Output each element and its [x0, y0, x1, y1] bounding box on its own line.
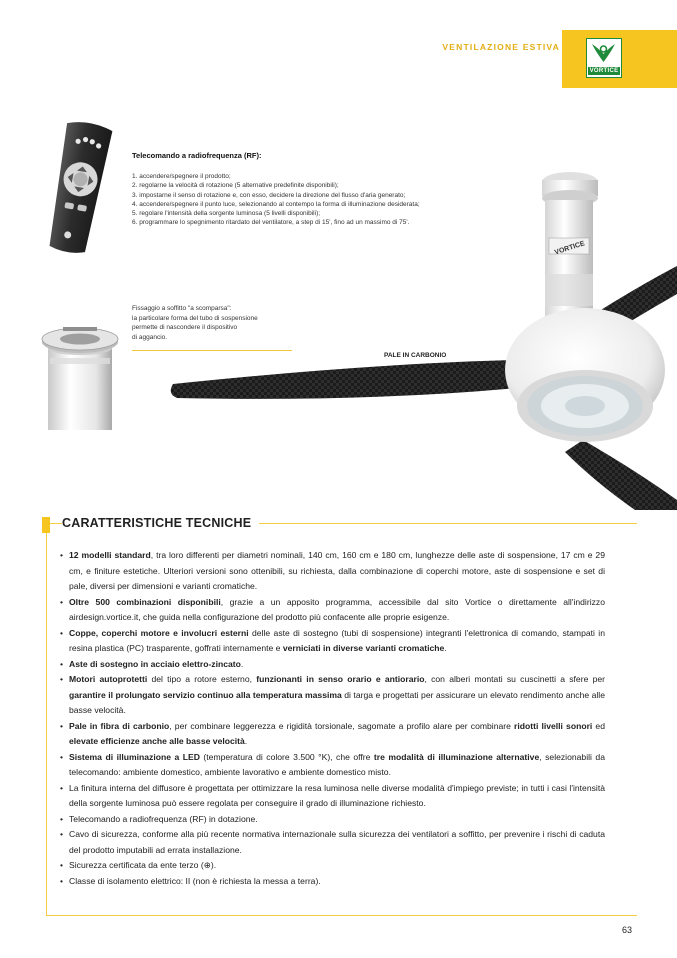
vortice-logo-icon — [587, 40, 620, 68]
feature-highlight: Sistema di illuminazione a LED — [69, 751, 200, 762]
feature-highlight: funzionanti in senso orario e antiorario — [256, 674, 425, 684]
tech-feature-item — [60, 874, 605, 890]
vortice-logo — [586, 38, 622, 78]
feature-text: ed — [592, 720, 605, 731]
tech-feature-item — [60, 827, 605, 858]
tech-feature-item — [60, 657, 605, 673]
feature-text: (temperatura di colore 3.500 °K), che offre — [199, 751, 374, 762]
remote-function-item: 5. regolare l'intensità della sorgente luminosa (5 livelli disponibili); — [132, 210, 321, 218]
feature-highlight: Aste di sostegno in acciaio elettro-zincato — [69, 658, 241, 669]
feature-text: . — [244, 736, 248, 746]
feature-highlight: Pale in fibra di carbonio — [69, 720, 170, 731]
tech-feature-item — [60, 548, 605, 595]
remote-title: Telecomando a radiofrequenza (RF): — [132, 151, 262, 160]
page-number: 63 — [622, 925, 633, 935]
feature-text: Classe di isolamento elettrico: II (non è richiesta la messa a terra). — [69, 875, 321, 886]
fixing-line: di aggancio. — [132, 333, 168, 341]
tech-feature-item — [60, 672, 605, 719]
tech-feature-item — [60, 812, 605, 828]
feature-highlight: elevate efficienze anche alle basse velocità — [69, 736, 245, 746]
feature-text: La finitura interna del diffusore è progettata per ottimizzare la resa luminosa nelle diverse modalità d'impiego previste; in tutti i casi l'intensità della sorgente luminosa può essere regolata per conseguire il grado di illuminazione richiesto. — [69, 782, 605, 808]
feature-highlight: tre modalità di illuminazione alternative — [373, 751, 540, 762]
remote-function-item: 6. programmare lo spegnimento ritardato del ventilatore, a step di 15', fino ad un massimo di 75'. — [132, 219, 410, 227]
tech-section-marker — [42, 517, 50, 533]
feature-text: , per combinare leggerezza e rigidità torsionale, sagomate a profilo alare per combinare — [169, 720, 514, 731]
ceiling-fixing-image — [38, 318, 124, 430]
feature-highlight: Oltre 500 combinazioni disponibili — [69, 596, 221, 607]
tech-section-title: CARATTERISTICHE TECNICHE — [62, 516, 259, 530]
fan-brand-label — [549, 238, 589, 257]
fixing-line: Fissaggio a soffitto "a scomparsa": — [132, 305, 232, 312]
tech-feature-item — [60, 595, 605, 626]
feature-highlight: Coppe, coperchi motore e involucri esterni — [69, 627, 249, 638]
feature-text: , grazie a un apposito programma, accessibile dal sito Vortice o direttamente all'indirizzo airdesign.vortice.it, che guida nella configurazione del prodotto più confacente alle proprie esigenze. — [69, 596, 605, 622]
tech-feature-item — [60, 750, 605, 781]
feature-text: Sicurezza certificata da ente terzo ( — [69, 860, 204, 870]
feature-highlight: ridotti livelli sonori — [514, 720, 593, 731]
feature-highlight: garantire il prolungato servizio continuo alla temperatura massima — [69, 689, 342, 700]
feature-highlight: verniciati in diverse varianti cromatiche — [282, 643, 445, 653]
feature-text: , con alberi montati su cuscinetti a sfere per — [424, 674, 606, 684]
logo-wordmark: VORTICE — [589, 68, 619, 74]
tech-feature-item — [60, 781, 605, 812]
fixing-line: permette di nascondere il dispositivo — [132, 324, 238, 331]
feature-highlight: Motori autoprotetti — [69, 674, 148, 684]
feature-highlight: 12 modelli standard — [69, 550, 151, 560]
tech-feature-item — [60, 626, 605, 657]
tech-feature-item — [60, 858, 605, 874]
fan-brand-text: VORTICE — [553, 240, 586, 257]
fixing-line: la particolare forma del tubo di sospensione — [132, 314, 258, 322]
feature-text: , selezionabili da telecomando: ambiente domestico, ambiente lavorativo e ambiente domestico misto. — [69, 751, 605, 777]
feature-text: . — [444, 643, 447, 653]
feature-text: , tra loro differenti per diametri nominali, 140 cm, 160 cm e 180 cm, lunghezze delle aste di sospensione, 17 cm e 29 cm, e finiture estetiche. Ulteriori versioni sono ottenibili, su richiesta, dalla combinazione di coperchi motore, aste di sospensione e set di pale, diversi per dimensioni e varianti cromatiche. — [69, 550, 605, 591]
tech-features-list — [60, 548, 605, 889]
feature-text: ). — [210, 860, 217, 870]
feature-text: Telecomando a radiofrequenza (RF) in dotazione. — [69, 813, 258, 824]
feature-text: delle aste di sostegno (tubi di sospensione) integranti l'elettronica di comando, stampati in resina plastica (PC) trasparente, goffrati internamente e — [69, 627, 605, 653]
feature-text: Cavo di sicurezza, conforme alla più recente normativa internazionale sulla sicurezza dei ventilatori a soffitto, per prevenire i rischi di caduta del prodotto imputabili ad errata installazione. — [69, 829, 605, 855]
feature-text: del tipo a rotore esterno, — [147, 674, 257, 684]
remote-function-item: 2. regolarne la velocità di rotazione (5 alternative predefinite disponibili); — [132, 182, 339, 190]
remote-function-item: 1. accendere/spegnere il prodotto; — [132, 173, 231, 180]
certification-icon: ⊕ — [203, 860, 211, 870]
carbon-blades-label: PALE IN CARBONIO — [384, 352, 447, 359]
remote-function-item: 3. impostarne il senso di rotazione e, con esso, decidere la direzione del flusso d'aria generato; — [132, 191, 406, 199]
remote-function-item: 4. accendere/spegnere il punto luce, selezionando al contempo la forma di illuminazione desiderata; — [132, 200, 420, 208]
remote-control-image — [38, 118, 118, 260]
feature-text: . — [240, 658, 244, 669]
ceiling-fan-image — [165, 170, 677, 510]
section-label: VENTILAZIONE ESTIVA — [442, 42, 560, 52]
feature-text: di targa e progettati per assicurare un elevato rendimento anche alle basse velocità. — [69, 689, 605, 715]
tech-feature-item — [60, 719, 605, 750]
